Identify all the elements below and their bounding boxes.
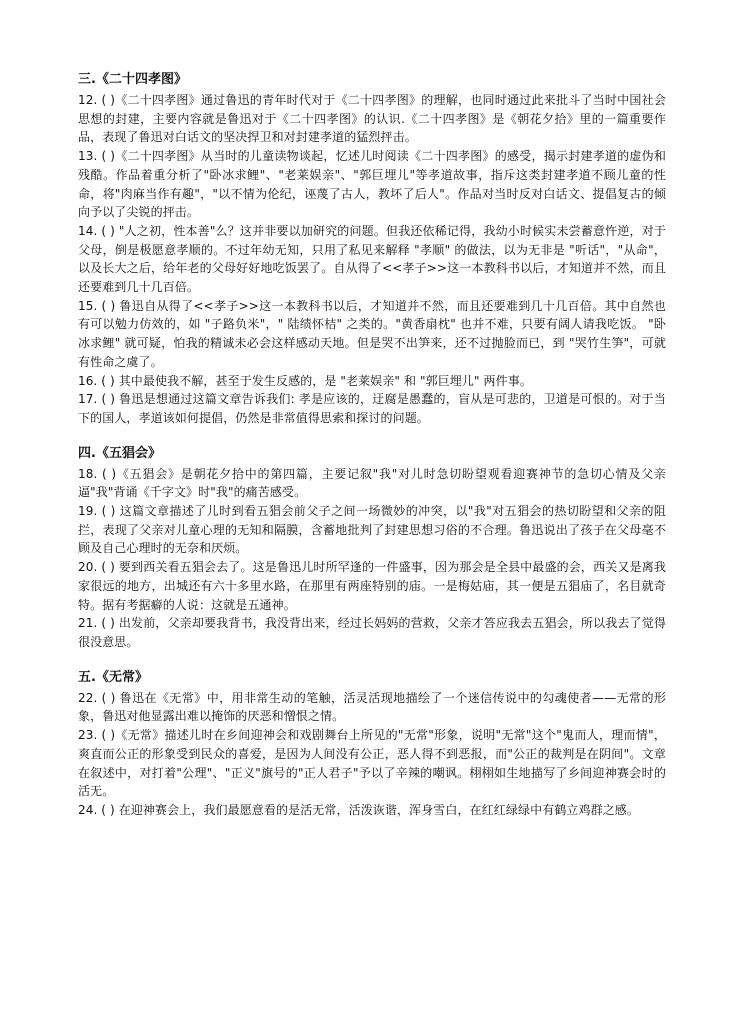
question-14: 14. ( ) "人之初，性本善"么？这并非要以加研究的问题。但我还依稀记得，我幼小时候实未尝蓄意忤逆，对于父母，倒是极愿意孝顺的。不过年幼无知，只用了私见来解释 "孝顺" 的做法，以为无非是 "听话"，"从命"，以及长大之后，给年老的父母好好地吃饭罢了。自从得了<<孝子>>这一本教科书以后，才知道并不然，而且还要难到几十几百倍。 (78, 223, 666, 295)
question-22: 22. ( ) 鲁迅在《无常》中，用非常生动的笔触，活灵活现地描绘了一个迷信传说中的勾魂使者——无常的形象，鲁迅对他显露出难以掩饰的厌恶和憎恨之情。 (78, 690, 666, 724)
question-18: 18. ( )《五猖会》是朝花夕拾中的第四篇，主要记叙"我"对儿时急切盼望观看迎赛神节的急切心情及父亲逼"我"背诵《千字文》时"我"的痛苦感受。 (78, 466, 666, 500)
section-spacer (78, 428, 666, 444)
question-12: 12. ( )《二十四孝图》通过鲁迅的青年时代对于《二十四孝图》的理解，也同时通过此来批斗了当时中国社会思想的封建，主要内容就是鲁迅对于《二十四孝图》的认识.《二十四孝图》是《朝花夕拾》里的一篇重要作品，表现了鲁迅对白话文的坚决捍卫和对封建孝道的猛烈抨击。 (78, 93, 666, 145)
question-17: 17. ( ) 鲁迅是想通过这篇文章告诉我们: 孝是应该的，迂腐是愚蠢的，盲从是可悲的，卫道是可恨的。对于当下的国人，孝道该如何提倡，仍然是非常值得思索和探讨的问题。 (78, 392, 666, 425)
section-spacer (78, 652, 666, 668)
section-wuchang (78, 668, 666, 820)
question-15: 15. ( ) 鲁迅自从得了<<孝子>>这一本教科书以后，才知道并不然，而且还要难到几十几百倍。其中自然也有可以勉力仿效的，如 "子路负米"，" 陆绩怀桔" 之类的。"黄香扇枕" 也并不难，只要有阔人请我吃饭。 "卧冰求鲤" 就可疑，怕我的精诚未必会这样感动天地。但是哭不出笋来，还不过抛脸而已，到 "哭竹生笋"，可就有性命之虞了。 (78, 298, 666, 369)
section-heading: 三.《二十四孝图》 (78, 72, 187, 87)
question-19: 19. ( ) 这篇文章描述了儿时到看五猖会前父子之间一场微妙的冲突，以"我"对五猖会的热切盼望和父亲的阻拦，表现了父亲对儿童心理的无知和隔膜，含蓄地批判了封建思想习俗的不合理。鲁迅说出了孩子在父母毫不顾及自己心理时的无奈和厌烦。 (78, 504, 666, 556)
question-23: 23. ( )《无常》描述儿时在乡间迎神会和戏剧舞台上所见的"无常"形象，说明"无常"这个"鬼而人，理而情"，爽直而公正的形象受到民众的喜爱，是因为人间没有公正，恶人得不到恶报，而"公正的裁判是在阴间"。文章在叙述中，对打着"公理"、"正义"旗号的"正人君子"予以了辛辣的嘲讽。栩栩如生地描写了乡间迎神赛会时的活无。 (78, 728, 666, 799)
question-24: 24. ( ) 在迎神赛会上，我们最愿意看的是活无常，活泼诙谐，浑身雪白，在红红绿绿中有鹤立鸡群之感。 (78, 802, 639, 817)
section-wuchang-fair (78, 444, 666, 652)
section-heading: 五.《无常》 (78, 669, 148, 685)
section-twenty-four-filial (78, 70, 666, 428)
question-20: 20. ( ) 要到西关看五猖会去了。这是鲁迅儿时所罕逢的一件盛事，因为那会是全县中最盛的会，西关又是离我家很远的地方，出城还有六十多里水路，在那里有两座特别的庙。一是梅姑庙，其一便是五猖庙了，名目就奇特。据有考据癖的人说：这就是五通神。 (78, 560, 666, 612)
question-13: 13. ( )《二十四孝图》从当时的儿童读物谈起，忆述儿时阅读《二十四孝图》的感受，揭示封建孝道的虚伪和残酷。作品着重分析了"卧冰求鲤"、"老莱娱亲"、"郭巨埋儿"等孝道故事，指斥这类封建孝道不顾儿童的性命，将"肉麻当作有趣"，"以不情为伦纪，诬蔑了古人，教坏了后人"。作品对当时反对白话文、提倡复古的倾向予以了尖锐的抨击。 (78, 149, 666, 220)
document-page (78, 70, 666, 820)
section-heading: 四.《五猖会》 (78, 445, 161, 461)
question-16: 16. ( ) 其中最使我不解，甚至于发生反感的，是 "老莱娱亲" 和 "郭巨埋儿" 两件事。 (78, 373, 532, 388)
question-21: 21. ( ) 出发前，父亲却要我背书，我没背出来，经过长妈妈的营救，父亲才答应我去五猖会，所以我去了觉得很没意思。 (78, 616, 666, 649)
